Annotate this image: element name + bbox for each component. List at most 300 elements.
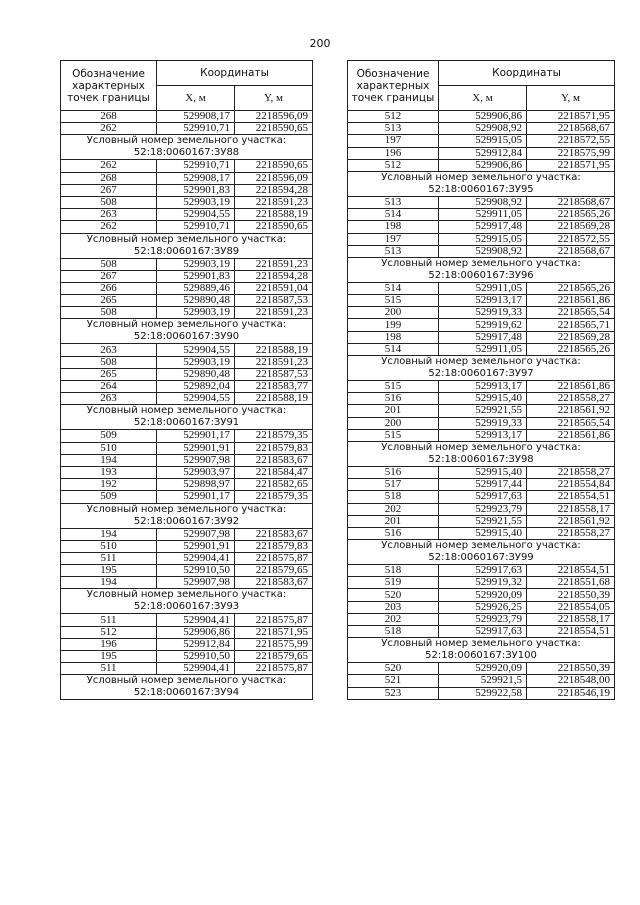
- point-id: 196: [348, 147, 439, 159]
- parcel-label: Условный номер земельного участка:: [86, 675, 287, 687]
- point-id: 515: [348, 295, 439, 307]
- point-id: 200: [348, 307, 439, 319]
- x-coordinate: 529923,79: [439, 503, 527, 515]
- table-row: [61, 307, 313, 319]
- x-coordinate: 529904,55: [157, 393, 235, 405]
- y-coordinate: 2218554,51: [527, 626, 615, 638]
- x-coordinate: 529903,97: [157, 466, 235, 478]
- header-x: X, м: [157, 86, 235, 111]
- y-coordinate: 2218561,92: [527, 515, 615, 527]
- point-id: 202: [348, 613, 439, 625]
- x-coordinate: 529901,83: [157, 184, 235, 196]
- x-coordinate: 529926,25: [439, 601, 527, 613]
- parcel-number: [61, 589, 313, 614]
- x-coordinate: 529906,86: [439, 159, 527, 171]
- point-id: 514: [348, 282, 439, 294]
- y-coordinate: 2218554,84: [527, 479, 615, 491]
- parcel-label: Условный номер земельного участка:: [86, 589, 287, 601]
- coordinates-table-right: [347, 60, 615, 700]
- table-row: [61, 172, 313, 184]
- x-coordinate: 529906,86: [157, 626, 235, 638]
- parcel-number: [61, 233, 313, 258]
- point-id: 519: [348, 577, 439, 589]
- table-row: [61, 540, 313, 552]
- point-id: 268: [61, 111, 157, 123]
- table-row: [348, 111, 615, 123]
- y-coordinate: 2218571,95: [527, 159, 615, 171]
- table-row: [348, 429, 615, 441]
- parcel-header-row: [61, 503, 313, 528]
- point-id: 264: [61, 381, 157, 393]
- y-coordinate: 2218590,65: [235, 221, 313, 233]
- point-id: 201: [348, 515, 439, 527]
- table-row: [61, 626, 313, 638]
- parcel-number: [61, 503, 313, 528]
- y-coordinate: 2218565,54: [527, 417, 615, 429]
- x-coordinate: 529892,04: [157, 381, 235, 393]
- parcel-label: Условный номер земельного участка:: [381, 356, 581, 367]
- parcel-header-row: [348, 171, 615, 196]
- x-coordinate: 529917,63: [439, 491, 527, 503]
- table-row: [348, 663, 615, 675]
- point-id: 268: [61, 172, 157, 184]
- point-id: 510: [61, 442, 157, 454]
- parcel-number: [61, 675, 313, 700]
- point-id: 508: [61, 258, 157, 270]
- table-row: [348, 209, 615, 221]
- parcel-header-row: [61, 319, 313, 344]
- point-id: 508: [61, 196, 157, 208]
- y-coordinate: 2218575,99: [235, 638, 313, 650]
- point-id: 197: [348, 135, 439, 147]
- table-row: [61, 295, 313, 307]
- point-id: 509: [61, 430, 157, 442]
- table-row: [61, 393, 313, 405]
- x-coordinate: 529908,92: [439, 123, 527, 135]
- point-id: 262: [61, 221, 157, 233]
- x-coordinate: 529919,62: [439, 319, 527, 331]
- table-row: [61, 381, 313, 393]
- parcel-label: Условный номер земельного участка:: [86, 503, 287, 515]
- table-row: [348, 466, 615, 478]
- y-coordinate: 2218587,53: [235, 368, 313, 380]
- table-row: [61, 111, 313, 123]
- point-id: 263: [61, 209, 157, 221]
- parcel-header-row: [61, 589, 313, 614]
- y-coordinate: 2218554,05: [527, 601, 615, 613]
- point-id: 198: [348, 331, 439, 343]
- point-id: 194: [61, 528, 157, 540]
- parcel-label: Условный номер земельного участка:: [86, 233, 287, 245]
- y-coordinate: 2218583,67: [235, 528, 313, 540]
- header-point-label: Обозначение характерных точек границы: [348, 61, 439, 111]
- table-row: [348, 687, 615, 699]
- x-coordinate: 529903,19: [157, 196, 235, 208]
- y-coordinate: 2218587,53: [235, 295, 313, 307]
- x-coordinate: 529912,84: [439, 147, 527, 159]
- parcel-header-row: [348, 441, 615, 466]
- parcel-number: [348, 540, 615, 565]
- y-coordinate: 2218596,09: [235, 172, 313, 184]
- point-id: 263: [61, 344, 157, 356]
- y-coordinate: 2218591,23: [235, 258, 313, 270]
- table-row: [61, 430, 313, 442]
- point-id: 198: [348, 221, 439, 233]
- parcel-label: Условный номер земельного участка:: [86, 319, 287, 331]
- y-coordinate: 2218568,67: [527, 245, 615, 257]
- y-coordinate: 2218588,19: [235, 344, 313, 356]
- table-row: [348, 282, 615, 294]
- point-id: 193: [61, 466, 157, 478]
- y-coordinate: 2218590,65: [235, 123, 313, 135]
- x-coordinate: 529919,32: [439, 577, 527, 589]
- point-id: 520: [348, 663, 439, 675]
- x-coordinate: 529904,55: [157, 209, 235, 221]
- table-row: [348, 515, 615, 527]
- x-coordinate: 529907,98: [157, 454, 235, 466]
- y-coordinate: 2218558,27: [527, 527, 615, 539]
- y-coordinate: 2218579,65: [235, 565, 313, 577]
- y-coordinate: 2218551,68: [527, 577, 615, 589]
- point-id: 194: [61, 454, 157, 466]
- parcel-number: [348, 441, 615, 466]
- table-row: [348, 381, 615, 393]
- parcel-number: [61, 405, 313, 430]
- table-row: [348, 675, 615, 687]
- point-id: 512: [348, 159, 439, 171]
- point-id: 513: [348, 196, 439, 208]
- table-row: [61, 160, 313, 172]
- parcel-cadastral-number: 52:18:0060167:ЗУ89: [133, 245, 240, 257]
- x-coordinate: 529910,71: [157, 221, 235, 233]
- x-coordinate: 529903,19: [157, 356, 235, 368]
- table-row: [61, 491, 313, 503]
- y-coordinate: 2218583,67: [235, 454, 313, 466]
- point-id: 262: [61, 160, 157, 172]
- x-coordinate: 529903,19: [157, 258, 235, 270]
- table-row: [348, 135, 615, 147]
- point-id: 511: [61, 663, 157, 675]
- y-coordinate: 2218575,87: [235, 552, 313, 564]
- parcel-header-row: [348, 540, 615, 565]
- point-id: 515: [348, 429, 439, 441]
- x-coordinate: 529923,79: [439, 613, 527, 625]
- parcel-number: [61, 135, 313, 160]
- table-row: [348, 527, 615, 539]
- parcel-cadastral-number: 52:18:0060167:ЗУ93: [133, 601, 240, 613]
- y-coordinate: 2218558,17: [527, 613, 615, 625]
- parcel-cadastral-number: 52:18:0060167:ЗУ94: [133, 687, 240, 699]
- y-coordinate: 2218565,26: [527, 209, 615, 221]
- header-point-label: Обозначение характерных точек границы: [61, 61, 157, 111]
- y-coordinate: 2218565,26: [527, 343, 615, 355]
- parcel-header-row: [61, 135, 313, 160]
- point-id: 508: [61, 356, 157, 368]
- x-coordinate: 529917,63: [439, 565, 527, 577]
- x-coordinate: 529913,17: [439, 429, 527, 441]
- table-row: [61, 577, 313, 589]
- parcel-cadastral-number: 52:18:0060167:ЗУ100: [425, 650, 537, 662]
- table-row: [61, 221, 313, 233]
- header-x: X, м: [439, 86, 527, 111]
- parcel-number: [348, 257, 615, 282]
- point-id: 510: [61, 540, 157, 552]
- point-id: 521: [348, 675, 439, 687]
- point-id: 263: [61, 393, 157, 405]
- y-coordinate: 2218579,83: [235, 540, 313, 552]
- x-coordinate: 529921,55: [439, 405, 527, 417]
- point-id: 266: [61, 282, 157, 294]
- y-coordinate: 2218596,09: [235, 111, 313, 123]
- point-id: 514: [348, 209, 439, 221]
- x-coordinate: 529910,50: [157, 651, 235, 663]
- x-coordinate: 529901,91: [157, 442, 235, 454]
- point-id: 197: [348, 233, 439, 245]
- x-coordinate: 529917,63: [439, 626, 527, 638]
- x-coordinate: 529917,48: [439, 221, 527, 233]
- x-coordinate: 529898,97: [157, 479, 235, 491]
- y-coordinate: 2218561,86: [527, 381, 615, 393]
- x-coordinate: 529908,17: [157, 172, 235, 184]
- parcel-cadastral-number: 52:18:0060167:ЗУ99: [428, 552, 534, 564]
- table-row: [348, 601, 615, 613]
- table-row: [348, 295, 615, 307]
- x-coordinate: 529912,84: [157, 638, 235, 650]
- x-coordinate: 529911,05: [439, 209, 527, 221]
- x-coordinate: 529904,41: [157, 663, 235, 675]
- point-id: 512: [61, 626, 157, 638]
- y-coordinate: 2218565,71: [527, 319, 615, 331]
- x-coordinate: 529920,09: [439, 663, 527, 675]
- x-coordinate: 529910,50: [157, 565, 235, 577]
- table-row: [348, 123, 615, 135]
- y-coordinate: 2218591,23: [235, 307, 313, 319]
- x-coordinate: 529921,5: [439, 675, 527, 687]
- y-coordinate: 2218558,27: [527, 393, 615, 405]
- point-id: 523: [348, 687, 439, 699]
- y-coordinate: 2218591,23: [235, 196, 313, 208]
- parcel-cadastral-number: 52:18:0060167:ЗУ97: [428, 368, 534, 379]
- y-coordinate: 2218561,86: [527, 295, 615, 307]
- y-coordinate: 2218571,95: [235, 626, 313, 638]
- y-coordinate: 2218550,39: [527, 663, 615, 675]
- table-row: [348, 626, 615, 638]
- y-coordinate: 2218590,65: [235, 160, 313, 172]
- x-coordinate: 529920,09: [439, 589, 527, 601]
- y-coordinate: 2218550,39: [527, 589, 615, 601]
- header-coordinates: Координаты: [439, 61, 615, 86]
- point-id: 265: [61, 368, 157, 380]
- y-coordinate: 2218594,28: [235, 184, 313, 196]
- y-coordinate: 2218546,19: [527, 687, 615, 699]
- table-row: [348, 331, 615, 343]
- y-coordinate: 2218554,51: [527, 565, 615, 577]
- table-row: [348, 613, 615, 625]
- y-coordinate: 2218548,00: [527, 675, 615, 687]
- table-row: [348, 503, 615, 515]
- point-id: 201: [348, 405, 439, 417]
- point-id: 508: [61, 307, 157, 319]
- table-row: [348, 417, 615, 429]
- parcel-label: Условный номер земельного участка:: [86, 135, 287, 147]
- point-id: 267: [61, 184, 157, 196]
- table-row: [61, 663, 313, 675]
- y-coordinate: 2218558,27: [527, 466, 615, 478]
- x-coordinate: 529901,83: [157, 270, 235, 282]
- table-row: [348, 233, 615, 245]
- table-row: [61, 454, 313, 466]
- x-coordinate: 529911,05: [439, 343, 527, 355]
- parcel-label: Условный номер земельного участка:: [381, 638, 581, 650]
- parcel-cadastral-number: 52:18:0060167:ЗУ88: [133, 147, 240, 159]
- parcel-label: Условный номер земельного участка:: [381, 171, 581, 183]
- x-coordinate: 529908,92: [439, 245, 527, 257]
- parcel-cadastral-number: 52:18:0060167:ЗУ92: [133, 515, 240, 527]
- point-id: 517: [348, 479, 439, 491]
- table-row: [61, 479, 313, 491]
- point-id: 518: [348, 565, 439, 577]
- x-coordinate: 529910,71: [157, 160, 235, 172]
- table-row: [348, 159, 615, 171]
- point-id: 199: [348, 319, 439, 331]
- x-coordinate: 529908,92: [439, 196, 527, 208]
- parcel-label: Условный номер земельного участка:: [86, 405, 287, 417]
- table-row: [348, 491, 615, 503]
- x-coordinate: 529889,46: [157, 282, 235, 294]
- parcel-cadastral-number: 52:18:0060167:ЗУ96: [428, 269, 534, 281]
- x-coordinate: 529915,40: [439, 393, 527, 405]
- point-id: 513: [348, 245, 439, 257]
- x-coordinate: 529910,71: [157, 123, 235, 135]
- point-id: 195: [61, 651, 157, 663]
- table-row: [61, 209, 313, 221]
- x-coordinate: 529901,17: [157, 430, 235, 442]
- y-coordinate: 2218569,28: [527, 331, 615, 343]
- parcel-header-row: [348, 257, 615, 282]
- x-coordinate: 529904,55: [157, 344, 235, 356]
- parcel-header-row: [61, 675, 313, 700]
- table-row: [61, 614, 313, 626]
- x-coordinate: 529903,19: [157, 307, 235, 319]
- point-id: 511: [61, 614, 157, 626]
- y-coordinate: 2218594,28: [235, 270, 313, 282]
- x-coordinate: 529921,55: [439, 515, 527, 527]
- table-row: [348, 405, 615, 417]
- x-coordinate: 529913,17: [439, 295, 527, 307]
- table-row: [61, 344, 313, 356]
- y-coordinate: 2218588,19: [235, 393, 313, 405]
- page-number: 200: [309, 37, 331, 50]
- x-coordinate: 529915,05: [439, 233, 527, 245]
- x-coordinate: 529904,41: [157, 614, 235, 626]
- x-coordinate: 529917,44: [439, 479, 527, 491]
- point-id: 516: [348, 527, 439, 539]
- parcel-cadastral-number: 52:18:0060167:ЗУ91: [133, 417, 240, 429]
- table-row: [348, 343, 615, 355]
- point-id: 265: [61, 295, 157, 307]
- x-coordinate: 529908,17: [157, 111, 235, 123]
- table-row: [61, 638, 313, 650]
- y-coordinate: 2218561,86: [527, 429, 615, 441]
- x-coordinate: 529919,33: [439, 417, 527, 429]
- parcel-number: [348, 171, 615, 196]
- x-coordinate: 529917,48: [439, 331, 527, 343]
- table-row: [348, 577, 615, 589]
- header-y: Y, м: [235, 86, 313, 111]
- table-row: [348, 393, 615, 405]
- table-row: [61, 368, 313, 380]
- table-row: [348, 245, 615, 257]
- y-coordinate: 2218575,87: [235, 663, 313, 675]
- y-coordinate: 2218571,95: [527, 111, 615, 123]
- point-id: 202: [348, 503, 439, 515]
- table-row: [61, 258, 313, 270]
- point-id: 196: [61, 638, 157, 650]
- point-id: 520: [348, 589, 439, 601]
- coordinates-table-left: [60, 60, 313, 700]
- x-coordinate: 529913,17: [439, 381, 527, 393]
- y-coordinate: 2218591,23: [235, 356, 313, 368]
- point-id: 515: [348, 381, 439, 393]
- x-coordinate: 529904,41: [157, 552, 235, 564]
- x-coordinate: 529915,40: [439, 527, 527, 539]
- point-id: 200: [348, 417, 439, 429]
- y-coordinate: 2218583,67: [235, 577, 313, 589]
- point-id: 516: [348, 393, 439, 405]
- point-id: 518: [348, 626, 439, 638]
- parcel-header-row: [348, 638, 615, 663]
- table-row: [348, 319, 615, 331]
- table-row: [61, 270, 313, 282]
- x-coordinate: 529907,98: [157, 528, 235, 540]
- point-id: 513: [348, 123, 439, 135]
- table-row: [61, 196, 313, 208]
- y-coordinate: 2218579,35: [235, 430, 313, 442]
- y-coordinate: 2218579,65: [235, 651, 313, 663]
- y-coordinate: 2218572,55: [527, 135, 615, 147]
- parcel-number: [61, 319, 313, 344]
- table-row: [61, 466, 313, 478]
- y-coordinate: 2218575,87: [235, 614, 313, 626]
- point-id: 203: [348, 601, 439, 613]
- x-coordinate: 529901,91: [157, 540, 235, 552]
- table-row: [348, 565, 615, 577]
- point-id: 512: [348, 111, 439, 123]
- parcel-label: Условный номер земельного участка:: [381, 441, 581, 453]
- x-coordinate: 529919,33: [439, 307, 527, 319]
- x-coordinate: 529901,17: [157, 491, 235, 503]
- x-coordinate: 529915,40: [439, 466, 527, 478]
- table-row: [348, 221, 615, 233]
- point-id: 192: [61, 479, 157, 491]
- y-coordinate: 2218568,67: [527, 123, 615, 135]
- parcel-header-row: [61, 405, 313, 430]
- y-coordinate: 2218588,19: [235, 209, 313, 221]
- parcel-label: Условный номер земельного участка:: [381, 257, 581, 269]
- x-coordinate: 529915,05: [439, 135, 527, 147]
- y-coordinate: 2218583,77: [235, 381, 313, 393]
- table-row: [61, 552, 313, 564]
- parcel-cadastral-number: 52:18:0060167:ЗУ90: [133, 331, 240, 343]
- x-coordinate: 529922,58: [439, 687, 527, 699]
- parcel-number: [348, 356, 615, 381]
- y-coordinate: 2218565,26: [527, 282, 615, 294]
- y-coordinate: 2218561,92: [527, 405, 615, 417]
- table-row: [61, 123, 313, 135]
- x-coordinate: 529907,98: [157, 577, 235, 589]
- table-row: [348, 147, 615, 159]
- point-id: 514: [348, 343, 439, 355]
